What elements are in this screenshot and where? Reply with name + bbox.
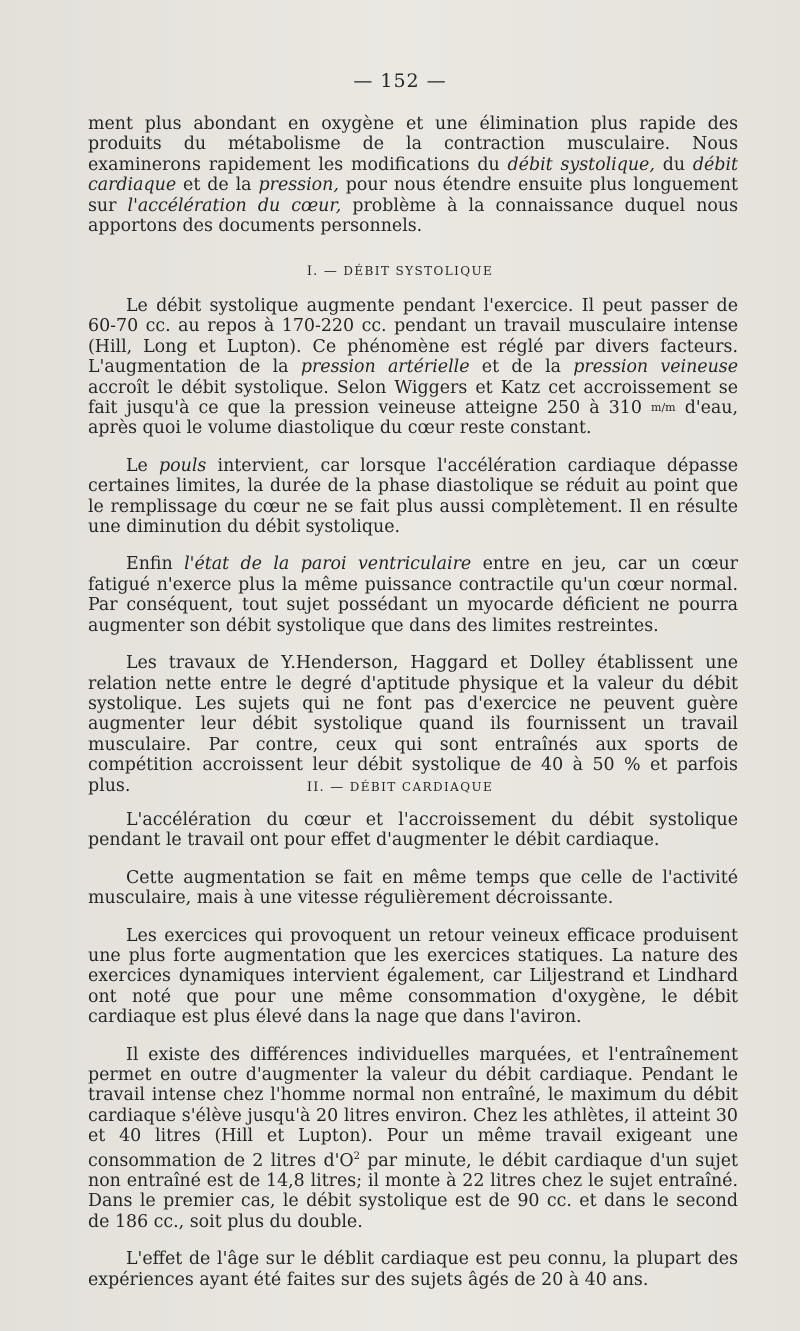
section-heading-debit-cardiaque (0, 780, 800, 795)
section1-body (88, 296, 738, 796)
unit-mm: m/m (651, 401, 676, 415)
paragraph: L'accélération du cœur et l'accroissement du débit systolique pendant le travail ont pour effet d'augmenter le débit cardiaque. (88, 810, 738, 851)
paragraph: Il existe des différences individuelles marquées, et l'entraînement permet en outre d'augmenter la valeur du débit cardiaque. Pendant le travail intense chez l'homme normal non entraîné, le maximum du débit cardiaque s'élève jusqu'à 20 litres environ. Chez les athlètes, il atteint 30 et 40 litres (Hill et Lupton). Pour un même travail exigeant une consommation de 2 litres $d'O^2$ par minute, le débit cardiaque d'un sujet non entraîné est de 14,8 litres; il monte à 22 litres chez le sujet entraîné. Dans le premier cas, le débit systolique est de 90 cc. et dans le second de 186 cc., soit plus du double. (88, 1044, 738, 1232)
paragraph: Le débit systolique augmente pendant l'exercice. Il peut passer de 60-70 cc. au repos à 170-220 cc. pendant un travail musculaire intense (Hill, Long et Lupton). Ce phénomène est réglé par divers facteurs. L'augmentation de la pression artérielle et de la pression veineuse accroît le débit systolique. Selon Wiggers et Katz cet accroissement se fait jusqu'à ce que la pression veineuse atteigne 250 à 310 m/m d'eau, après quoi le volume diastolique du cœur reste constant. (88, 296, 738, 439)
intro-paragraph: ment plus abondant en oxygène et une élimination plus rapide des produits du métabolisme de la contraction musculaire. Nous examinerons rapidement les modifications du débit systolique, du débit cardiaque et de la pression, pour nous étendre ensuite plus longuement sur l'accélération du cœur, problème à la connaissance duquel nous apportons des documents personnels. (88, 114, 739, 237)
section-title: DÉBIT CARDIAQUE (349, 780, 494, 794)
section-number: I. — (306, 264, 339, 279)
section-title: DÉBIT SYSTOLIQUE (343, 264, 494, 278)
intro-block (88, 114, 738, 236)
section2-body (88, 810, 738, 1290)
paragraph: Les exercices qui provoquent un retour veineux efficace produisent une plus forte augmentation que les exercices statiques. La nature des exercices dynamiques intervient également, car Liljestrand et Lindhard ont noté que pour une même consommation d'oxygène, le débit cardiaque est plus élevé dans la nage que dans l'aviron. (88, 925, 738, 1028)
paragraph: L'effet de l'âge sur le déblit cardiaque est peu connu, la plupart des expériences ayant été faites sur des sujets âgés de 20 à 40 ans. (88, 1249, 738, 1290)
paragraph: Cette augmentation se fait en même temps que celle de l'activité musculaire, mais à une vitesse régulièrement décroissante. (88, 867, 738, 909)
section-heading-debit-systolique (0, 264, 800, 279)
section-number: II. — (306, 780, 345, 795)
page-number: — 152 — (353, 70, 447, 92)
paragraph: Enfin l'état de la paroi ventriculaire entre en jeu, car un cœur fatigué n'exerce plus la même puissance contractile qu'un cœur normal. Par conséquent, tout sujet possédant un myocarde déficient ne pourra augmenter son débit systolique que dans des limites restreintes. (88, 554, 738, 636)
paragraph: Le pouls intervient, car lorsque l'accélération cardiaque dépasse certaines limites, la durée de la phase diastolique se réduit au point que le remplissage du cœur ne se fait plus aussi complètement. Il en résulte une diminution du débit systolique. (88, 455, 738, 538)
paragraph: Les travaux de Y.Henderson, Haggard et Dolley établissent une relation nette entre le degré d'aptitude physique et la valeur du débit systolique. Les sujets qui ne font pas d'exercice ne peuvent guère augmenter leur débit systolique quand ils fournissent un travail musculaire. Par contre, ceux qui sont entraînés aux sports de compétition accroissent leur débit systolique de 40 à 50 % et parfois plus. (88, 653, 738, 796)
